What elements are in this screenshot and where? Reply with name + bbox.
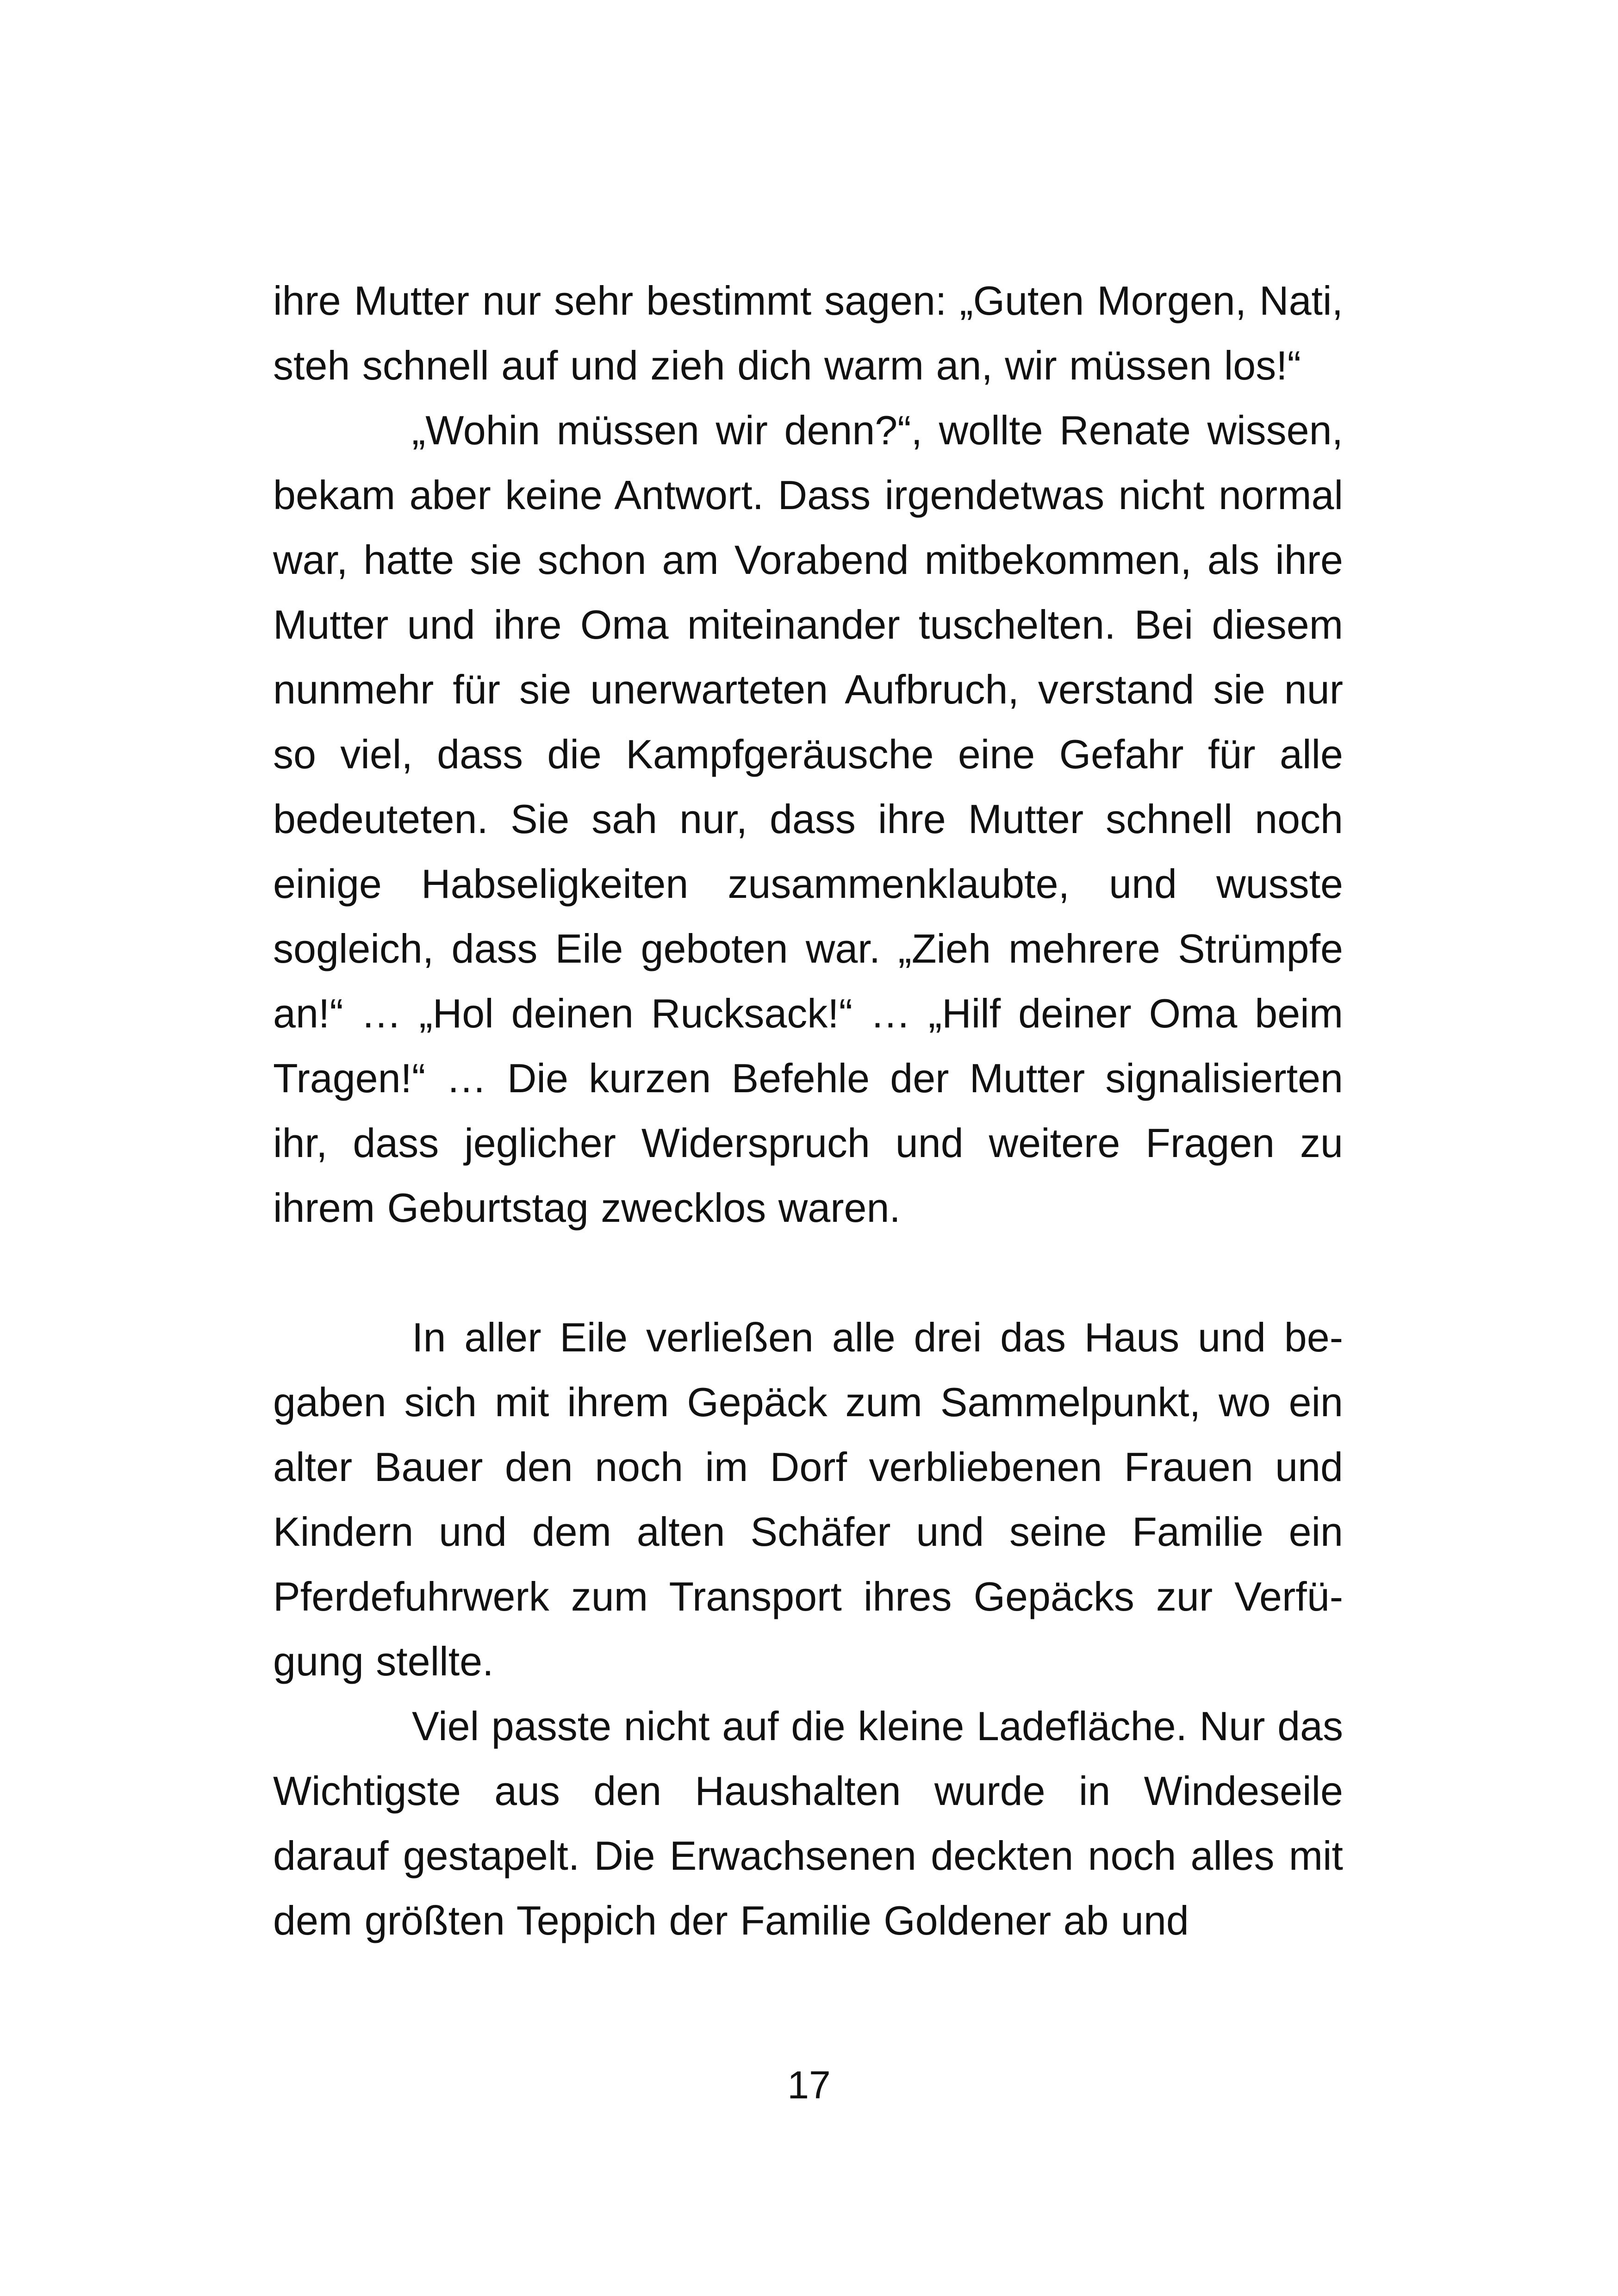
body-text [273,268,1343,1953]
paragraph-1: ihre Mutter nur sehr bestimmt sagen: „Guten Morgen, Nati, steh schnell auf und zieh dich warm an, wir müssen los!“ [273,278,1343,388]
page-number: 17 [787,2063,831,2107]
paragraph-4: Viel passte nicht auf die kleine Ladefläche. Nur das Wichtigste aus den Haushalten wurde in Windeseile darauf gestapelt. Die Erwachsenen deckten noch alles mit dem größten Teppich der Familie Goldener ab und [273,1703,1343,1943]
paragraph-2: „Wohin müssen wir denn?“, wollte Renate wissen, bekam aber keine Antwort. Dass irgendetwas nicht normal war, hatte sie schon am Vorabend mitbekommen, als ihre Mutter und ihre Oma miteinander tuschelten. Bei diesem nunmehr für sie unerwarteten Aufbruch, verstand sie nur so viel, dass die Kampfgeräusche eine Gefahr für alle bedeuteten. Sie sah nur, dass ihre Mutter schnell noch einige Habseligkeiten zusammenklaubte, und wusste sogleich, dass Eile geboten war. „Zieh mehrere Strümpfe an!“ … „Hol deinen Rucksack!“ … „Hilf deiner Oma beim Tragen!“ … Die kurzen Befehle der Mutter signalisierten ihr, dass jeglicher Widerspruch und weitere Fragen zu ihrem Geburtstag zwecklos waren. [273,407,1343,1231]
paragraph-3: In aller Eile verließen alle drei das Haus und begaben sich mit ihrem Gepäck zum Sammelpunkt, wo ein alter Bauer den noch im Dorf verbliebenen Frauen und Kindern und dem alten Schäfer und seine Familie ein Pferdefuhrwerk zum Transport ihres Gepäcks zur Verfügung stellte. [273,1314,1343,1684]
